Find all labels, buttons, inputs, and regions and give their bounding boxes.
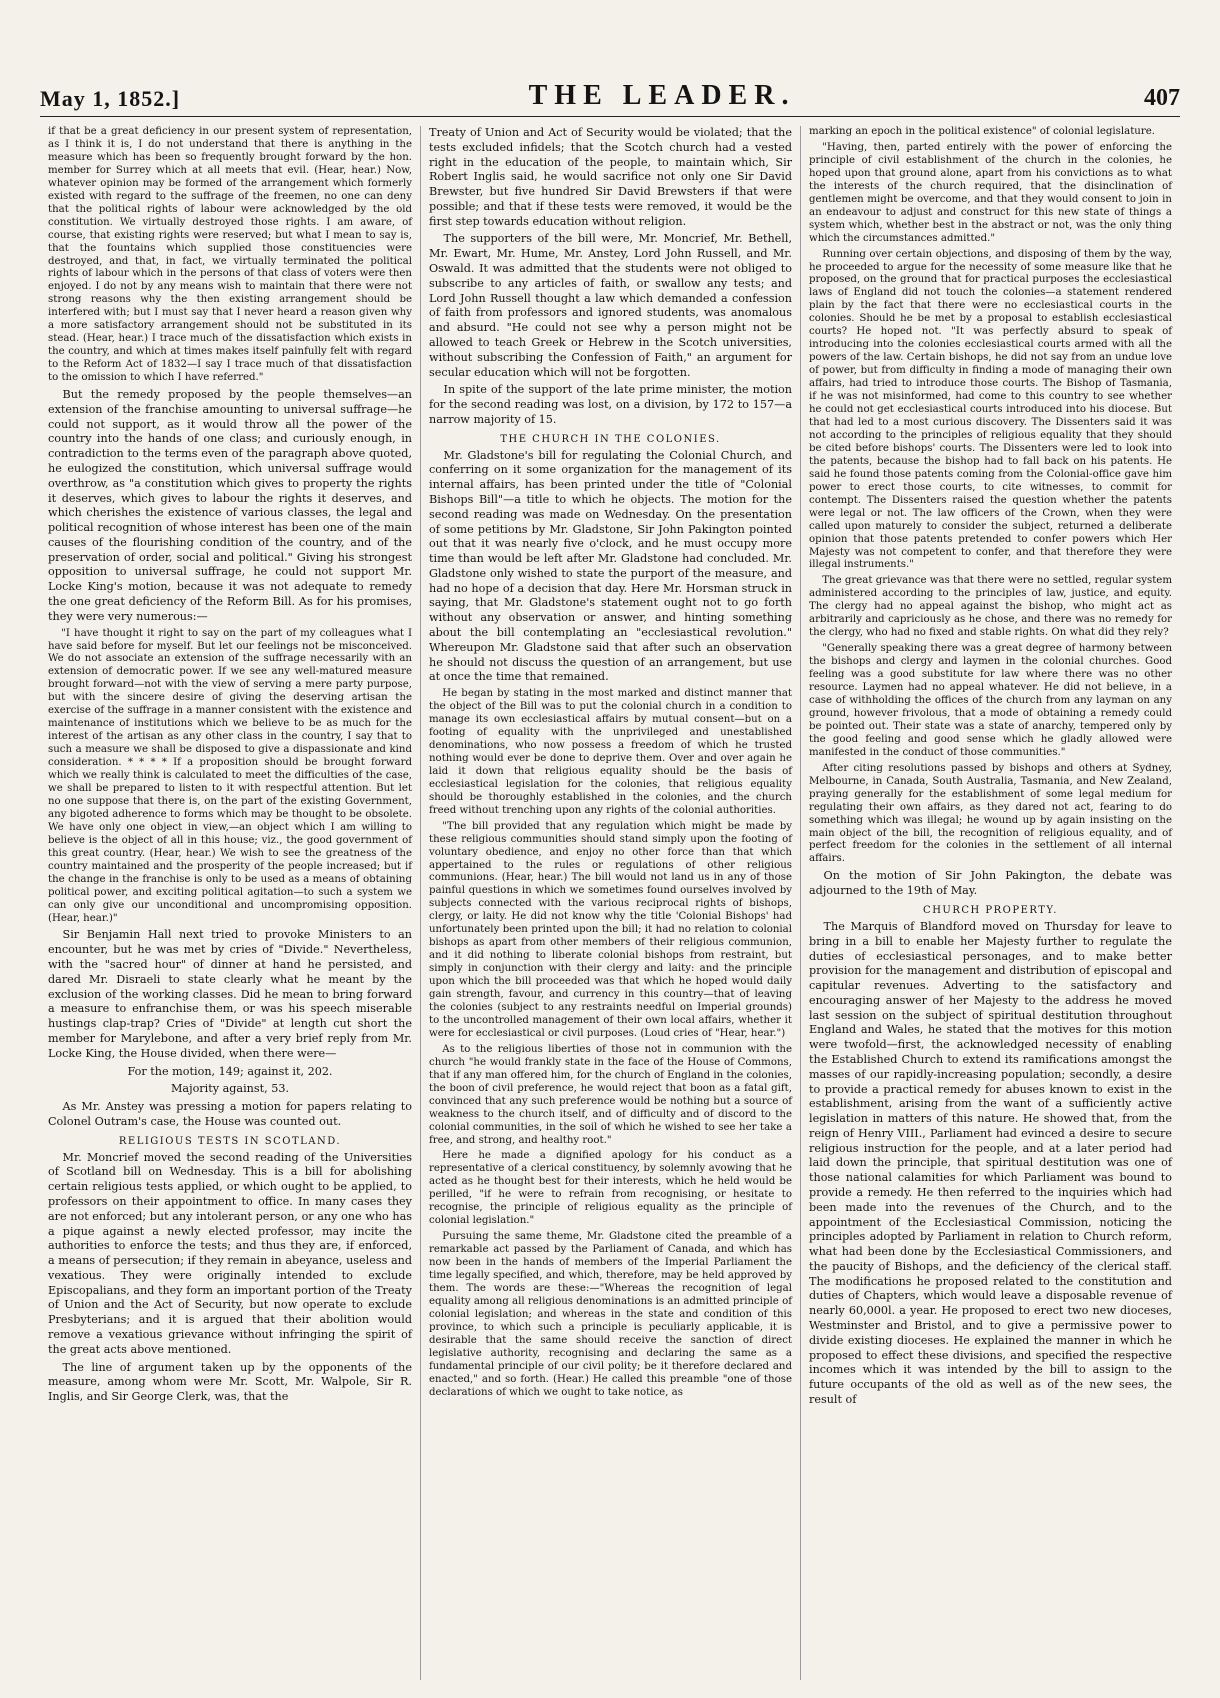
article-paragraph: The line of argument taken up by the opponents of the measure, among whom were Mr. Scott, Mr. Walpole, Sir R. Inglis, and Sir George Clerk, was, that the [48, 1360, 412, 1404]
article-paragraph: Running over certain objections, and disposing of them by the way, he proceeded to argue for the necessity of some measure like that he proposed, on the ground that for practical purposes the ecclesiastical laws of England did not touch the colonies—a statement rendered plain by the fact that there were no ecclesiastical courts in the colonies. Should he be met by a proposal to establish ecclesiastical courts? He hoped not. "It was perfectly absurd to speak of introducing into the colonies ecclesiastical courts armed with all the powers of the law. Certain bishops, he did not say from an undue love of power, but from difficulty in finding a mode of managing their own affairs, had tried to introduce those courts. The Bishop of Tasmania, if he was not misinformed, had come to this country to see whether he could not get ecclesiastical courts introduced into his diocese. But that had led to a most curious discovery. The Dissenters said it was not according to the principles of religious equality that they should be cited before bishops' courts. The Dissenters were led to look into the patents, because the bishop had to fall back on his patents. He said he found those patents coming from the Colonial-office gave him power to erect those courts, to cite witnesses, to commit for contempt. The Dissenters raised the question whether the patents were legal or not. The law officers of the Crown, when they were called upon maturely to consider the subject, returned a deliberate opinion that those patents pretended to confer powers which Her Majesty was not competent to confer, and that therefore they were illegal instruments." [809, 248, 1172, 571]
article-paragraph: But the remedy proposed by the people themselves—an extension of the franchise amounting to universal suffrage—he could not support, as it would throw all the power of the country into the hands of one class; and curiously enough, in contradiction to the terms even of the paragraph above quoted, he eulogized the constitution, which universal suffrage would overthrow, as "a constitution which gives to property the rights it deserves, which gives to labour the rights it deserves, and which cherishes the existence of various classes, the legal and political recognition of whose interest has been one of the main causes of the flourishing condition of the country, and of the preservation of order, social and political." Giving his strongest opposition to universal suffrage, he could not support Mr. Locke King's motion, because it was not adequate to remedy the one great deficiency of the Reform Bill. As for his promises, they were very numerous:— [48, 388, 412, 623]
article-paragraph: if that be a great deficiency in our present system of representation, as I think it is, I do not understand that there is anything in the measure which has been so frequently brought forward by the hon. member for Surrey which at all meets that evil. (Hear, hear.) Now, whatever opinion may be formed of the arrangement which formerly existed with regard to the suffrage of the freemen, no one can deny that the political rights of labour were acknowledged by the old constitution. We virtually destroyed those rights. I am aware, of course, that existing rights were reserved; but what I mean to say is, that the fountains which supplied those constituencies were destroyed, and that, in fact, we virtually terminated the political rights of labour which in the persons of that class of voters were then enjoyed. I do not by any means wish to maintain that there were not strong reasons why the then existing arrangement should be interfered with; but I must say that I never heard a reason given why a more satisfactory arrangement should not be substituted in its stead. (Hear, hear.) I trace much of the dissatisfaction which exists in the country, and which at times makes itself painfully felt with regard to the Reform Act of 1832—I say I trace much of that dissatisfaction to the omission to which I have referred." [48, 126, 412, 384]
article-paragraph: marking an epoch in the political existence" of colonial legislature. [809, 126, 1155, 137]
article-paragraph: "Generally speaking there was a great degree of harmony between the bishops and clergy and laymen in the colonial churches. Good feeling was a good substitute for law where there was no other resource. Laymen had no appeal whatever. He did not believe, in a case of withholding the offices of the church from any layman on any ground, however frivolous, that a mode of obtaining a remedy could be pointed out. Their state was a state of anarchy, tempered only by the good feeling and good sense which he gladly allowed were manifested in the conduct of those communities." [809, 643, 1172, 758]
article-paragraph: On the motion of Sir John Pakington, the debate was adjourned to the 19th of May. [809, 869, 1172, 898]
article-paragraph: As to the religious liberties of those not in communion with the church "he would frankly state in the face of the House of Commons, that if any man offered him, for the church of England in the colonies, the boon of civil preference, he would reject that boon as a fatal gift, convinced that any such preference would be nothing but a source of weakness to the church itself, and of difficulty and of discord to the colonial communities, in the soil of which he wished to see her take a free, and strong, and healthy root." [429, 1043, 792, 1146]
article-paragraph: Here he made a dignified apology for his conduct as a representative of a clerical constituency, by solemnly avowing that he acted as he thought best for their interests, which he held would be perilled, "if he were to refrain from recognising, or hesitate to recognise, the principle of religious equality as the principle of colonial legislation." [429, 1150, 792, 1227]
article-paragraph: For the motion, 149; against it, 202. [127, 1064, 333, 1078]
article-columns [40, 126, 1180, 1680]
article-paragraph: Mr. Gladstone's bill for regulating the Colonial Church, and conferring on it some organization for the management of its internal affairs, has been printed under the title of "Colonial Bishops Bill"—a title to which he objects. The motion for the second reading was made on Wednesday. On the presentation of some petitions by Mr. Gladstone, Sir John Pakington pointed out that it was nearly five o'clock, and he must occupy more time than would be left after Mr. Gladstone had concluded. Mr. Gladstone only wished to state the purport of the measure, and had no hope of a decision that day. Here Mr. Horsman struck in saying, that Mr. Gladstone's statement ought not to go forth without any observation or answer, and hinting something about the bill contemplating an "ecclesiastical revolution." Whereupon Mr. Gladstone said that after such an observation he should not discuss the question of an arrangement, but use at once the time that remained. [429, 448, 792, 684]
masthead-rule [40, 116, 1180, 117]
article-paragraph: "I have thought it right to say on the part of my colleagues what I have said before for myself. But let our feelings not be misconceived. We do not associate an extension of the suffrage necessarily with an extension of democratic power. If we see any well-matured measure brought forward—not with the view of serving a mere party purpose, but with the sincere desire of giving the deserving artisan the exercise of the suffrage in a manner consistent with the existence and maintenance of institutions which we believe to be as much for the interest of the artisan as any other class in the country, I say that to such a measure we shall be disposed to give a dispassionate and kind consideration. * * * * If a proposition should be brought forward which we really think is calculated to meet the difficulties of the case, we shall be prepared to listen to it with respectful attention. But let no one suppose that there is, on the part of the existing Government, any bigoted adherence to forms which may be thought to be obsolete. We have only one object in view,—an object which I am willing to believe is the object of all in this house; viz., the good government of this great country. (Hear, hear.) We wish to see the greatness of the country maintained and the prosperity of the people increased; but if the change in the franchise is only to be used as a means of obtaining political power, and exciting political agitation—to such a system we can only give our unconditional and uncompromising opposition. (Hear, hear.)" [48, 627, 412, 924]
article-paragraph: After citing resolutions passed by bishops and others at Sydney, Melbourne, in Canada, South Australia, Tasmania, and New Zealand, praying generally for the establishment of some legal medium for regulating their own affairs, as they dared not act, fearing to do something which was illegal; he wound up by again insisting on the main object of the bill, the recognition of religious equality, and of perfect freedom for the colonies in the settlement of all internal affairs. [809, 762, 1172, 865]
article-paragraph: As Mr. Anstey was pressing a motion for papers relating to Colonel Outram's case, the House was counted out. [48, 1100, 412, 1128]
article-paragraph: "The bill provided that any regulation which might be made by these religious communities should stand simply upon the footing of voluntary obedience, and enjoy no other force than that which appertained to the rules or regulations of other religious communions. (Hear, hear.) The bill would not land us in any of those painful questions in which we sometimes found ourselves involved by subjects connected with the various reciprocal rights of bishops, clergy, or laity. He did not know why the title 'Colonial Bishops' had unfortunately been printed upon the bill; it had no relation to colonial bishops as apart from other members of their religious communion, and it did nothing to liberate colonial bishops from restraint, but simply in conjunction with their clergy and laity: and the principle upon which the bill proceeded was that which he hoped would daily gain strength, favour, and currency in this country—that of leaving the colonies (subject to any restraints needful on Imperial grounds) to the uncontrolled management of their own local affairs, whether it were for ecclesiastical or civil purposes. (Loud cries of "Hear, hear.") [429, 820, 792, 1039]
article-paragraph: The Marquis of Blandford moved on Thursday for leave to bring in a bill to enable her Majesty further to regulate the duties of ecclesiastical personages, and to make better provision for the management and distribution of episcopal and capitular revenues. Adverting to the satisfactory and encouraging answer of her Majesty to the address he moved last session on the subject of spiritual destitution throughout England and Wales, he stated that the motives for this motion were twofold—first, the acknowledged necessity of enabling the Established Church to extend its ramifications amongst the masses of our rapidly-increasing population; secondly, a desire to provide a practical remedy for abuses known to exist in the establishment, arising from the want of a sufficiently active legislation in matters of this nature. He showed that, from the reign of Henry VIII., Parliament had evinced a desire to secure religious instruction for the people, and at a later period had laid down the principle, that spiritual destitution was one of those national calamities for which Parliament was bound to provide a remedy. He then referred to the inquiries which had been made into the revenues of the Church, and to the appointment of the Ecclesiastical Commission, noticing the principles adopted by Parliament in relation to Church reform, what had been done by the Ecclesiastical Commissioners, and the paucity of Bishops, and the deficiency of the clerical staff. The modifications he proposed related to the constitution and duties of Chapters, which would leave a disposable revenue of nearly 60,000l. a year. He proposed to erect two new dioceses, Westminster and Bristol, and to give a permissive power to divide existing dioceses. He explained the manner in which he proposed to effect these divisions, and specified the respective incomes which it was intended by the bill to assign to the future occupants of the old as well as of the new sees, the result of [809, 919, 1172, 1406]
article-paragraph: Pursuing the same theme, Mr. Gladstone cited the preamble of a remarkable act passed by the Parliament of Canada, and which has now been in the hands of members of the Imperial Parliament the time legally specified, and which, therefore, may be held approved by them. The words are these:—"Whereas the recognition of legal equality among all religious denominations is an admitted principle of colonial legislation; and whereas in the state and condition of this province, to which such a principle is peculiarly applicable, it is desirable that the same should receive the sanction of direct legislative authority, recognising and declaring the same as a fundamental principle of our civil polity; be it therefore declared and enacted," and so forth. (Hear.) He called this preamble "one of those declarations of which we ought to take notice, as [429, 1231, 792, 1398]
section-heading: THE CHURCH IN THE COLONIES. [500, 433, 721, 445]
issue-date: May 1, 1852.] [40, 86, 181, 111]
article-paragraph: "Having, then, parted entirely with the power of enforcing the principle of civil establishment of the church in the colonies, he hoped upon that ground alone, apart from his convictions as to what the interests of the church required, that the disinclination of gentlemen might be overcome, and that they would consent to join in an endeavour to adjust and construct for this new state of things a system which, whether best in the abstract or not, was the only thing which the circumstances admitted." [809, 141, 1172, 244]
article-paragraph: He began by stating in the most marked and distinct manner that the object of the Bill was to put the colonial church in a condition to manage its own ecclesiastical affairs by mutual consent—but on a footing of equality with the unprivileged and unestablished denominations, who now possess a freedom of which he trusted nothing would ever be done to deprive them. Over and over again he laid it down that religious equality should be the basis of ecclesiastical legislation for the colonies, that religious equality should be thoroughly established in the colonies, and the church freed without trenching upon any rights of the colonial authorities. [429, 688, 792, 816]
article-paragraph: In spite of the support of the late prime minister, the motion for the second reading was lost, on a division, by 172 to 157—a narrow majority of 15. [429, 383, 792, 426]
article-paragraph: Sir Benjamin Hall next tried to provoke Ministers to an encounter, but he was met by cries of "Divide." Nevertheless, with the "sacred hour" of dinner at hand he persisted, and dared Mr. Disraeli to state clearly what he meant by the exclusion of the working classes. Did he mean to bring forward a measure to enfranchise them, or was his speech miserable hustings clap-trap? Cries of "Divide" at length cut short the member for Marylebone, and after a very brief reply from Mr. Locke King, the House divided, when there were— [48, 928, 412, 1060]
article-paragraph: The great grievance was that there were no settled, regular system administered according to the principles of law, justice, and equity. The clergy had no appeal against the bishop, who might act as arbitrarily and capriciously as he chose, and there was no remedy for the clergy, who had no fixed and stable rights. On what did they rely? [809, 575, 1172, 639]
article-paragraph: The supporters of the bill were, Mr. Moncrief, Mr. Bethell, Mr. Ewart, Mr. Hume, Mr. Anstey, Lord John Russell, and Mr. Oswald. It was admitted that the students were not obliged to subscribe to any articles of faith, or swallow any tests; and Lord John Russell thought a law which demanded a confession of faith from professors and ignored students, was anomalous and absurd. "He could not see why a person might not be allowed to teach Greek or Hebrew in the Scotch universities, without subscribing the Confession of Faith," an argument for secular education which will not be forgotten. [429, 232, 792, 379]
column-1 [40, 126, 420, 1680]
article-paragraph: Treaty of Union and Act of Security would be violated; that the tests excluded infidels; that the Scotch church had a vested right in the education of the people, to maintain which, Sir Robert Inglis said, he would sacrifice not only one Sir David Brewster, but five hundred Sir David Brewsters if that were possible; and that if these tests were removed, it would be the first step towards education without religion. [429, 126, 792, 228]
section-heading: RELIGIOUS TESTS IN SCOTLAND. [118, 1135, 342, 1147]
newspaper-title: THE LEADER. [528, 80, 796, 111]
column-3 [800, 126, 1180, 1680]
column-2 [420, 126, 800, 1680]
page-number: 407 [1143, 85, 1180, 111]
article-paragraph: Mr. Moncrief moved the second reading of the Universities of Scotland bill on Wednesday. This is a bill for abolishing certain religious tests applied, or which ought to be applied, to professors on their appointment to office. In many cases they are not enforced; but any intolerant person, or any one who has a pique against a newly elected professor, may incite the authorities to enforce the tests; and thus they are, if enforced, a means of persecution; if they remain in abeyance, useless and vexatious. They were originally intended to exclude Episcopalians, and they form an important portion of the Treaty of Union and the Act of Security, but now operate to exclude Presbyterians; and it is argued that their abolition would remove a vexatious grievance without infringing the spirit of the great acts above mentioned. [48, 1150, 412, 1356]
masthead [40, 78, 1180, 112]
section-heading: CHURCH PROPERTY. [923, 904, 1058, 916]
article-paragraph: Majority against, 53. [170, 1082, 290, 1096]
